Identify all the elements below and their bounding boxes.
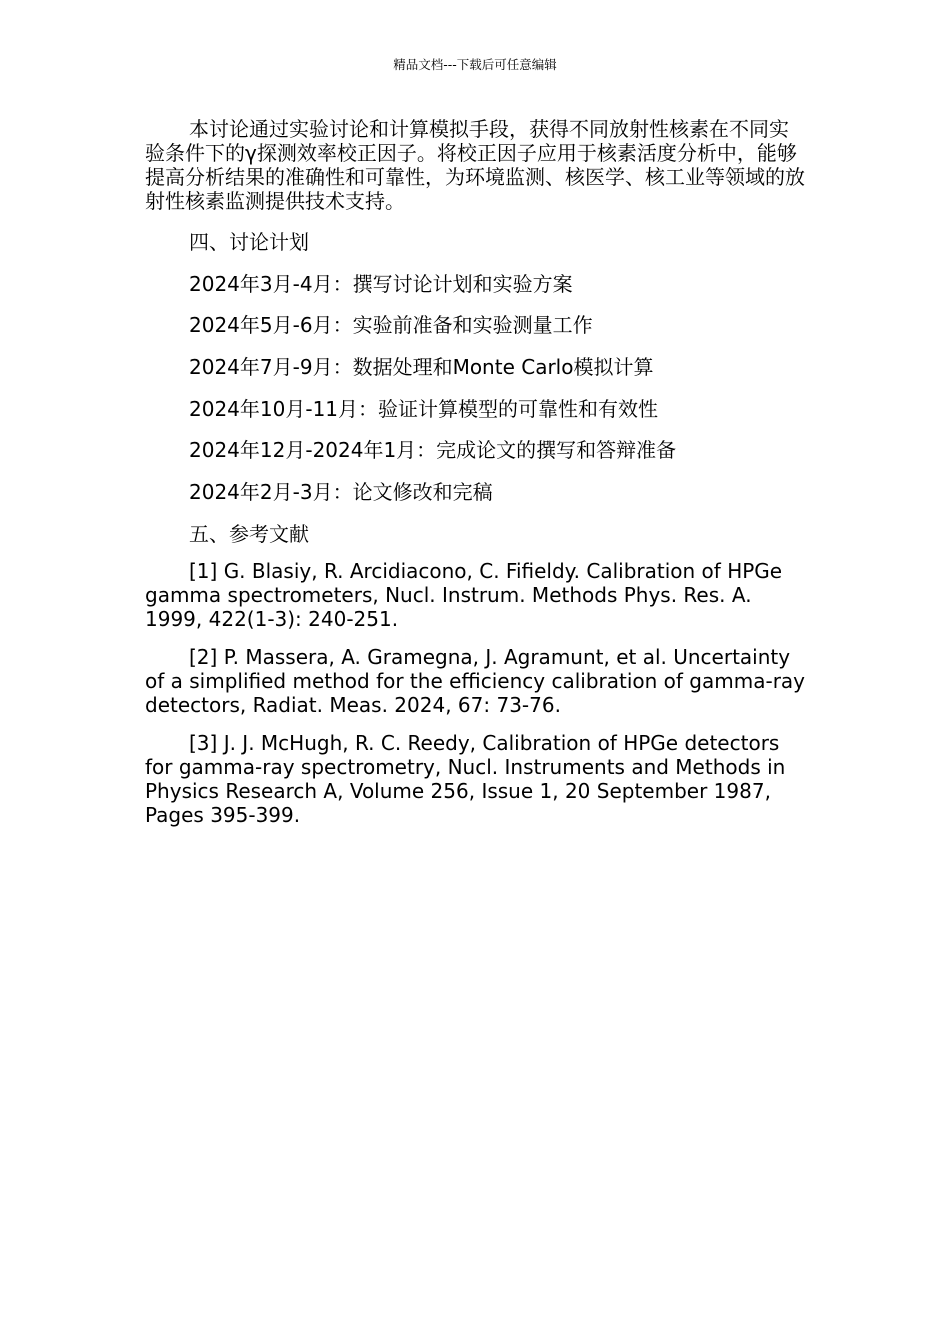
plan-item: 2024年7月-9月：数据处理和Monte Carlo模拟计算 bbox=[189, 355, 654, 380]
page-header: 精品文档---下载后可任意编辑 bbox=[393, 57, 557, 72]
reference-item: [1] G. Blasiy, R. Arcidiacono, C. Fifieldy. Calibration of HPGe gamma spectrometers, Nucl. Instrum. Methods Phys. Res. A. 1999, 422(1-3): 240-251. bbox=[145, 558, 783, 631]
plan-item: 2024年3月-4月：撰写讨论计划和实验方案 bbox=[189, 271, 573, 296]
plan-item: 2024年12月-2024年1月：完成论文的撰写和答辩准备 bbox=[189, 438, 677, 463]
section-heading-plan: 四、讨论计划 bbox=[189, 230, 309, 254]
reference-item: [2] P. Massera, A. Gramegna, J. Agramunt, et al. Uncertainty of a simplified method for the efficiency calibration of gamma-ray detectors, Radiat. Meas. 2024, 67: 73-76. bbox=[145, 644, 806, 717]
plan-item: 2024年2月-3月：论文修改和完稿 bbox=[189, 480, 493, 505]
intro-paragraph: 本讨论通过实验讨论和计算模拟手段，获得不同放射性核素在不同实验条件下的γ探测效率校正因子。将校正因子应用于核素活度分析中，能够提高分析结果的准确性和可靠性，为环境监测、核医学、核工业等领域的放射性核素监测提供技术支持。 bbox=[145, 117, 805, 213]
reference-item: [3] J. J. McHugh, R. C. Reedy, Calibration of HPGe detectors for gamma-ray spectrometry, Nucl. Instruments and Methods in Physics Research A, Volume 256, Issue 1, 20 September 1987, Pages 395-399. bbox=[145, 730, 786, 827]
plan-item: 2024年5月-6月：实验前准备和实验测量工作 bbox=[189, 313, 593, 338]
plan-item: 2024年10月-11月：验证计算模型的可靠性和有效性 bbox=[189, 396, 659, 421]
section-heading-references: 五、参考文献 bbox=[189, 521, 309, 546]
document-body bbox=[145, 117, 805, 841]
